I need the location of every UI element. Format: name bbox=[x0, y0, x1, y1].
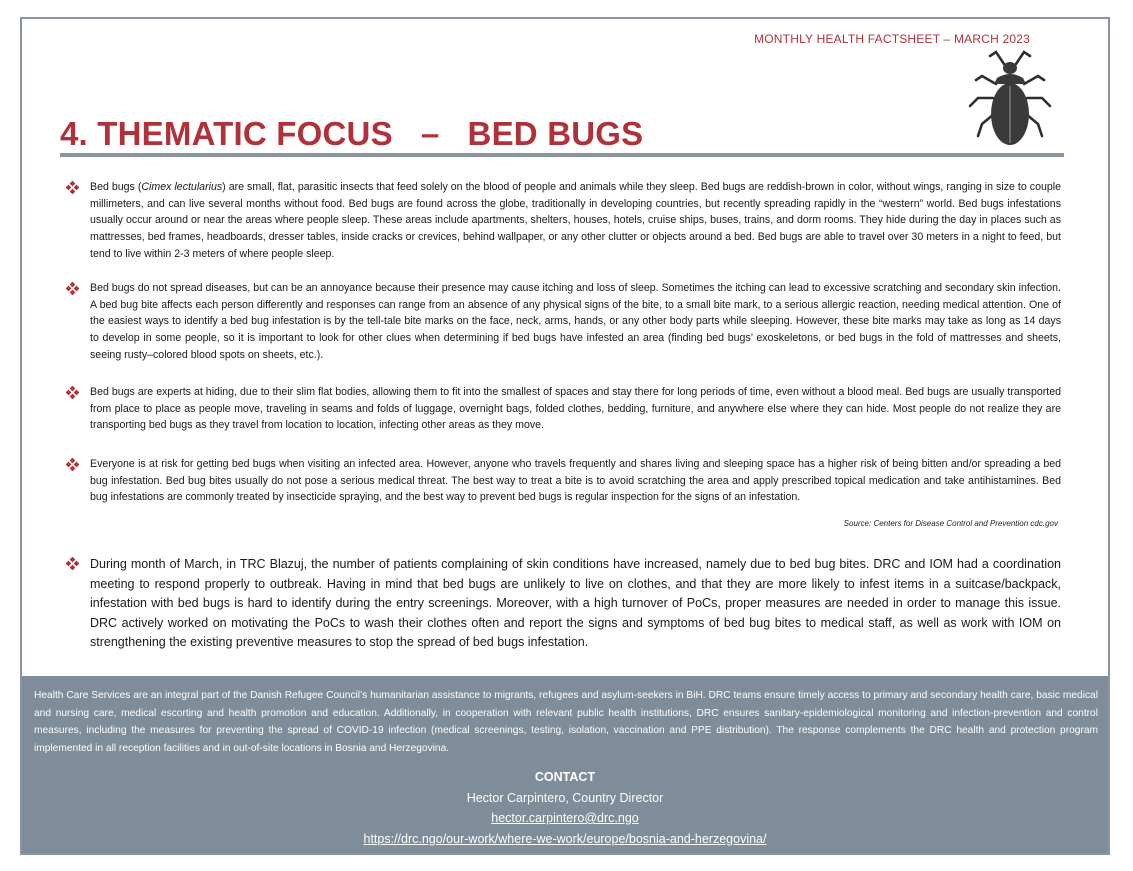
paragraph-text: Bed bugs (Cimex lectularius) are small, flat, parasitic insects that feed solely on the blood of people and animals while they sleep. Bed bugs are reddish-brown in color, without wings, ranging in size to couple millimeters, and can live several months without food. Bed bugs are found across the globe, traditionally in developing countries, but recently spreading rapidly in the “western” world. Bed bugs infestations usually occur around or near the areas where people sleep. These areas include apartments, shelters, houses, hotels, cruise ships, buses, trains, and dorm rooms. They hide during the day in places such as mattresses, bed frames, headboards, dresser tables, inside cracks or crevices, behind wallpaper, or any other clutter or objects around a bed. Bed bugs are able to travel over 30 meters in a night to feed, but tend to live within 2-3 meters of where people sleep. bbox=[90, 181, 1061, 260]
paragraph-symptoms bbox=[66, 280, 1061, 364]
bed-bug-icon bbox=[962, 48, 1058, 152]
title-divider bbox=[60, 153, 1064, 157]
paragraph-text: Bed bugs are experts at hiding, due to their slim flat bodies, allowing them to fit into the smallest of spaces and stay there for long periods of time, even without a blood meal. Bed bugs are usually transported from place to place as people move, traveling in seams and folds of luggage, overnight bags, folded clothes, bedding, furniture, and anywhere else where they can hide. Most people do not realize they are transporting bed bugs as they travel from location to location, infecting other areas as they move. bbox=[90, 386, 1061, 432]
diamond-bullet-icon bbox=[66, 555, 90, 653]
paragraph-risk bbox=[66, 456, 1061, 506]
paragraph-what-are-bed-bugs bbox=[66, 179, 1061, 263]
factsheet-label: MONTHLY HEALTH FACTSHEET – MARCH 2023 bbox=[754, 32, 1030, 46]
paragraph-text: During month of March, in TRC Blazuj, the number of patients complaining of skin conditions have increased, namely due to bed bug bites. DRC and IOM had a coordination meeting to respond properly to outbreak. Having in mind that bed bugs are unlikely to live on clothes, and that they are more likely to infest items in a suitcase/backpack, infestation with bed bugs is hard to identify during the entry screenings. Moreover, with a high turnover of PoCs, proper measures are needed in order to manage this issue. DRC actively worked on motivating the PoCs to wash their clothes often and report the signs and symptoms of bed bug bites to medical staff, as well as work with IOM on strengthening the existing preventive measures to stop the spread of bed bugs infestation. bbox=[90, 557, 1061, 649]
paragraph-hiding bbox=[66, 384, 1061, 434]
contact-website-link[interactable]: https://drc.ngo/our-work/where-we-work/europe/bosnia-and-herzegovina/ bbox=[363, 831, 767, 846]
diamond-bullet-icon bbox=[66, 456, 90, 506]
factsheet-page bbox=[20, 17, 1110, 855]
contact-email-link[interactable]: hector.carpintero@drc.ngo bbox=[491, 811, 639, 825]
paragraph-text: Bed bugs do not spread diseases, but can be an annoyance because their presence may cause itching and loss of sleep. Sometimes the itching can lead to excessive scratching and secondary skin infection. A bed bug bite affects each person differently and responses can range from an absence of any physical signs of the bite, to a small bite mark, to a serious allergic reaction, needing medical attention. One of the easiest ways to identify a bed bug infestation is by the tell-tale bite marks on the face, neck, arms, hands, or any other body parts while sleeping. However, these bite marks may take as long as 14 days to develop in some people, so it is important to look for other clues when determining if bed bugs have infested an area (finding bed bugs’ exoskeletons, or bed bugs in the fold of mattresses and sheets, seeing rusty–colored blood spots on sheets, etc.). bbox=[90, 282, 1061, 361]
paragraph-text: Everyone is at risk for getting bed bugs when visiting an infected area. However, anyone who travels frequently and shares living and sleeping space has a higher risk of being bitten and/or spreading a bed bug infestation. Bed bug bites usually do not pose a serious medical threat. The best way to treat a bite is to avoid scratching the area and apply prescribed topical medication and take antihistamines. Bed bug infestations are commonly treated by insecticide spraying, and the best way to prevent bed bugs is regular inspection for the signs of an infestation. bbox=[90, 458, 1061, 504]
contact-block bbox=[22, 767, 1108, 849]
contact-name: Hector Carpintero, Country Director bbox=[466, 790, 664, 805]
diamond-bullet-icon bbox=[66, 280, 90, 364]
diamond-bullet-icon bbox=[66, 384, 90, 434]
source-citation: Source: Centers for Disease Control and Prevention cdc.gov bbox=[843, 519, 1058, 528]
footer-panel bbox=[22, 676, 1108, 853]
contact-heading: CONTACT bbox=[534, 770, 596, 784]
page-title: 4. THEMATIC FOCUS – BED BUGS bbox=[60, 115, 644, 152]
paragraph-trc-blazuj bbox=[66, 555, 1061, 653]
diamond-bullet-icon bbox=[66, 179, 90, 263]
footer-description: Health Care Services are an integral part of the Danish Refugee Council’s humanitarian assistance to migrants, refugees and asylum-seekers in BiH. DRC teams ensure timely access to primary and secondary health care, basic medical and nursing care, medical escorting and health promotion and education. Additionally, in cooperation with relevant public health institutions, DRC ensures sanitary-epidemiological monitoring and infection-prevention and control measures, including the measures for preventing the spread of COVID-19 infection (medical screenings, testing, isolation, vaccination and PPE distribution). The response complements the DRC health and protection program implemented in all reception facilities and in out-of-site locations in Bosnia and Herzegovina. bbox=[34, 690, 1098, 754]
